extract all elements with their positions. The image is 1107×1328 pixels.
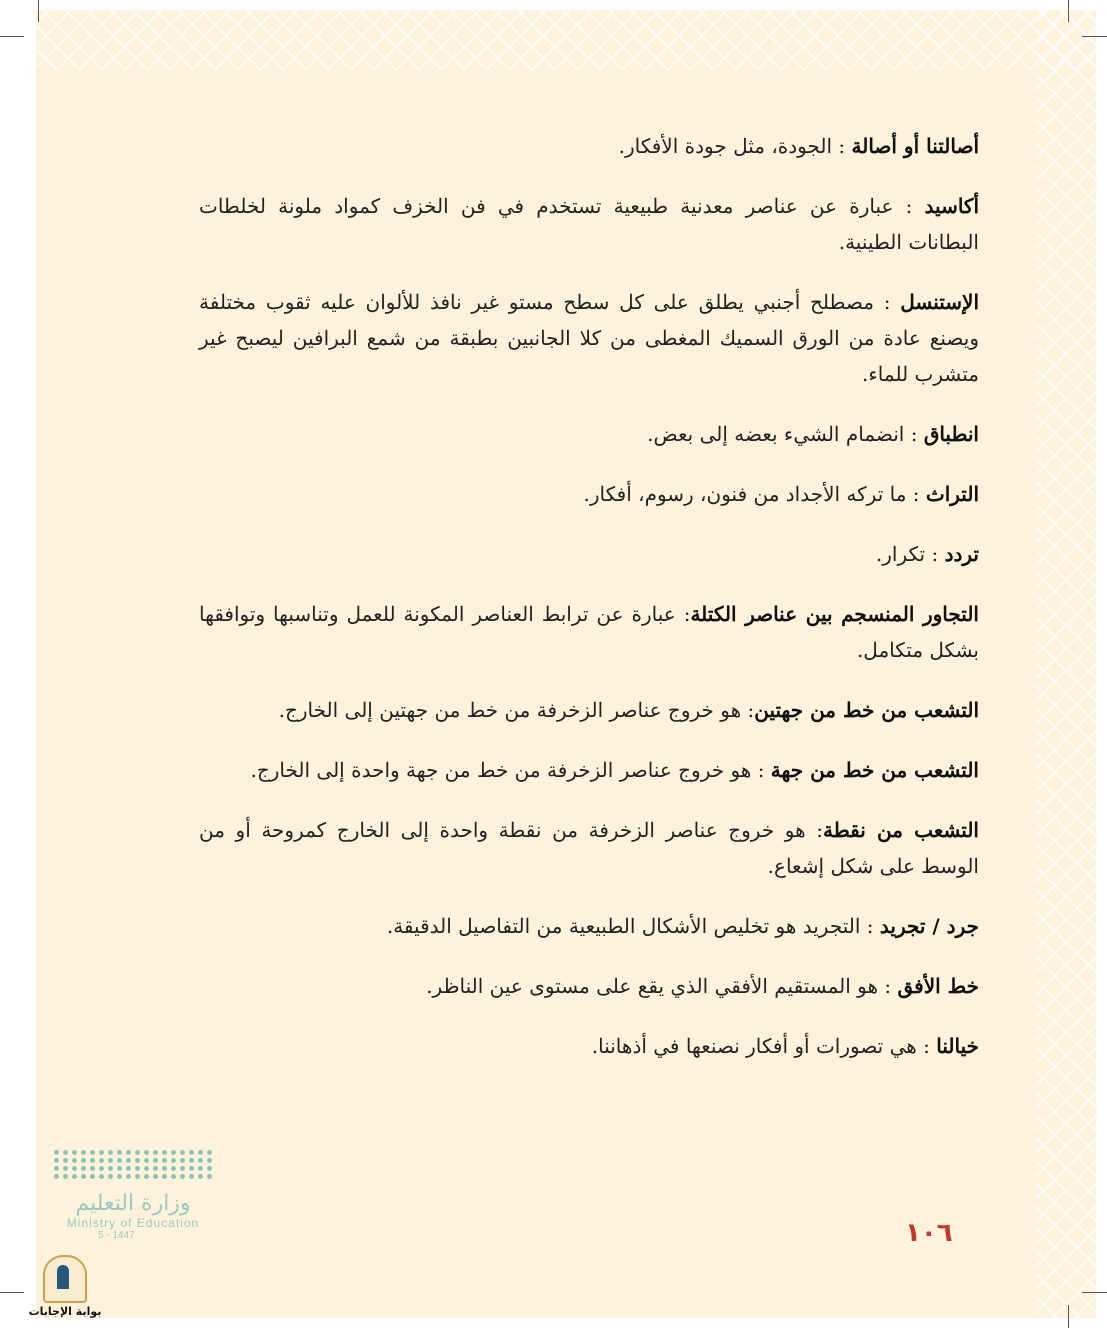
page-number: ١٠٦ [905,1218,953,1248]
glossary-definition: هي تصورات أو أفكار نصنعها في أذهاننا. [591,1034,917,1058]
building-icon [43,1255,87,1303]
glossary-term: خط الأفق [897,974,979,998]
term-separator: : [893,194,925,218]
ministry-year: 5 - 1447 [98,1230,135,1241]
glossary-term: التجاور المنسجم بين عناصر الكتلة [690,602,979,626]
glossary-definition: الجودة، مثل جودة الأفكار. [618,134,833,158]
glossary-definition: عبارة عن عناصر معدنية طبيعية تستخدم في فن الخزف كمواد ملونة لخلطات البطانات الطينية. [199,194,979,254]
glossary-entry [199,536,979,572]
term-separator: : [878,974,898,998]
crop-mark [38,0,39,22]
glossary-entry [199,908,979,944]
glossary-definition: التجريد هو تخليص الأشكال الطبيعية من التفاصيل الدقيقة. [386,914,861,938]
glossary-entry [199,752,979,788]
glossary-term: انطباق [923,422,979,446]
glossary-definition: تكرار. [875,542,926,566]
glossary-term: التشعب من خط من جهتين [754,698,979,722]
term-separator: : [860,914,880,938]
watermark-text: بوابة الإجابات [28,1305,102,1318]
glossary-term: أصالتنا أو أصالة [851,134,979,158]
ornamental-border-top [36,10,1096,70]
glossary-entry [199,416,979,452]
glossary-definition: مصطلح أجنبي يطلق على كل سطح مستو غير نافذ للألوان عليه ثقوب مختلفة ويصنع عادة من الورق السميك المغطى من كلا الجانبين بطبقة من شمع البرافين ليصبح غير متشرب للماء. [199,290,979,386]
glossary-definition: هو خروج عناصر الزخرفة من خط من جهتين إلى الخارج. [278,698,742,722]
glossary-term: التراث [925,482,979,506]
glossary-definition: هو خروج عناصر الزخرفة من خط من جهة واحدة إلى الخارج. [250,758,752,782]
term-separator: : [751,758,771,782]
glossary-definition: هو خروج عناصر الزخرفة من نقطة واحدة إلى الخارج كمروحة أو من الوسط على شكل إشعاع. [199,818,979,878]
term-separator: : [874,290,901,314]
glossary-term: جرد / تجريد [879,914,979,938]
term-separator: : [916,1034,937,1058]
term-separator: : [805,818,824,842]
crop-mark [1068,1305,1069,1328]
glossary [199,128,979,1088]
glossary-entry [199,812,979,884]
glossary-definition: عبارة عن ترابط العناصر المكونة للعمل وتناسبها وتوافقها بشكل متكامل. [199,602,979,662]
glossary-entry [199,476,979,512]
glossary-term: أكاسيد [924,194,979,218]
crop-mark [1082,36,1107,37]
glossary-entry [199,596,979,668]
watermark-logo [28,1255,102,1318]
crop-mark [0,1292,24,1293]
ministry-name-en: Ministry of Education [66,1216,200,1230]
term-separator: : [741,698,755,722]
term-separator: : [925,542,945,566]
glossary-term: تردد [944,542,979,566]
crop-mark [0,36,24,37]
ministry-name-ar: وزارة التعليم [75,1191,191,1216]
glossary-term: التشعب من نقطة [823,818,979,842]
glossary-entry [199,128,979,164]
ministry-logo [58,1150,208,1241]
glossary-entry [199,692,979,728]
glossary-definition: هو المستقيم الأفقي الذي يقع على مستوى عين الناظر. [426,974,879,998]
glossary-term: الإستنسل [900,290,980,314]
term-separator: : [832,134,852,158]
glossary-definition: ما تركه الأجداد من فنون، رسوم، أفكار. [583,482,907,506]
ministry-dots-icon [58,1150,208,1179]
term-separator: : [906,482,926,506]
glossary-term: خيالنا [936,1034,979,1058]
crop-mark [1068,0,1069,22]
glossary-entry [199,188,979,260]
ornamental-border-right [1036,10,1096,1318]
term-separator: : [904,422,924,446]
term-separator: : [675,602,691,626]
glossary-entry [199,968,979,1004]
glossary-term: التشعب من خط من جهة [770,758,979,782]
glossary-definition: انضمام الشيء بعضه إلى بعض. [647,422,905,446]
crop-mark [1082,1292,1107,1293]
glossary-entry [199,284,979,392]
glossary-entry [199,1028,979,1064]
